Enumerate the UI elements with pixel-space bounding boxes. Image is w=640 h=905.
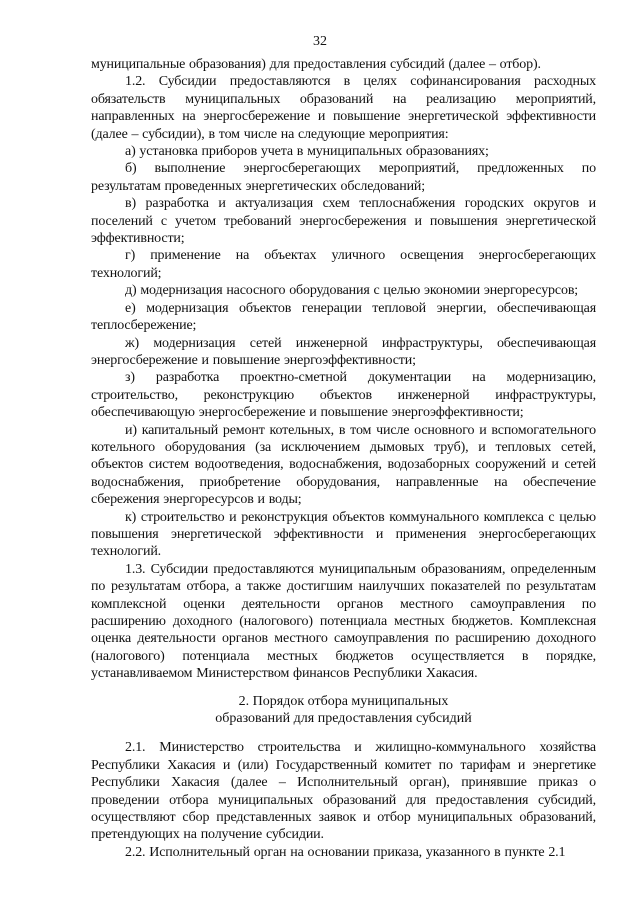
paragraph-1-3: 1.3. Субсидии предоставляются муниципальным образованиям, определенным по результатам отбора, а также достигшим наилучших показателей по результатам комплексной оценки деятельности органов местного самоуправления по расширению доходного (налогового) потенциала местных бюджетов. Комплексная оценка деятельности органов местного самоуправления по расширению доходного (налогового) потенциала местных бюджетов осуществляется в порядке, устанавливаемом Министерством финансов Республики Хакасия. [91,561,596,682]
section-heading-line1: 2. Порядок отбора муниципальных [238,693,449,709]
list-item-zh: ж) модернизация сетей инженерной инфраструктуры, обеспечивающая энергосбережение и повышение энергоэффективности; [91,335,596,368]
list-item-d: д) модернизация насосного оборудования с целью экономии энергоресурсов; [125,283,579,299]
list-item-a: а) установка приборов учета в муниципальных образованиях; [125,144,489,160]
paragraph-2-2: 2.2. Исполнительный орган на основании приказа, указанного в пункте 2.1 [125,844,566,860]
list-item-e: е) модернизация объектов генерации тепловой энергии, обеспечивающая теплосбережение; [91,300,596,334]
paragraph-1-2: 1.2. Субсидии предоставляются в целях софинансирования расходных обязательств муниципальных образований на реализацию мероприятий, направленных на энергосбережение и повышение энергетической эффективности (далее – субсидии), в том числе на следующие мероприятия: [91,74,596,142]
paragraph-continuation: муниципальные образования) для предоставления субсидий (далее – отбор). [91,57,541,72]
paragraph-2-1: 2.1. Министерство строительства и жилищно-коммунального хозяйства Республики Хакасия и (или) Государственный комитет по тарифам и энергетике Республики Хакасия (далее – Исполнительный орган), принявшие приказ о проведении отбора муниципальных образований для предоставления субсидий, осуществляют сбор представленных заявок и отбор муниципальных образований, претендующих на получение субсидии. [91,740,596,843]
list-item-g: г) применение на объектах уличного освещения энергосберегающих технологий; [91,248,596,281]
page-number: 32 [313,34,327,49]
list-item-v: в) разработка и актуализация схем теплоснабжения городских округов и поселений с учетом требований энергосбережения и повышения энергетической эффективности; [91,196,596,247]
list-item-k: к) строительство и реконструкция объектов коммунального комплекса с целью повышения энергетической эффективности и применения энергосберегающих технологий. [91,509,596,560]
document-body [91,56,596,861]
section-heading [91,693,596,728]
list-item-i: и) капитальный ремонт котельных, в том числе основного и вспомогательного котельного оборудования (за исключением дымовых труб), и тепловых сетей, объектов систем водоотведения, водоснабжения, водозаборных сооружений и сетей водоснабжения, приобретение оборудования, направленные на обеспечение сбережения энергоресурсов и воды; [91,422,596,508]
list-item-z: з) разработка проектно-сметной документации на модернизацию, строительство, реконструкцию объектов инженерной инфраструктуры, обеспечивающую энергосбережение и повышение энергоэффективности; [91,370,596,421]
list-item-b: б) выполнение энергосберегающих мероприятий, предложенных по результатам проведенных энергетических обследований; [91,161,596,194]
section-heading-line2: образований для предоставления субсидий [215,711,472,727]
